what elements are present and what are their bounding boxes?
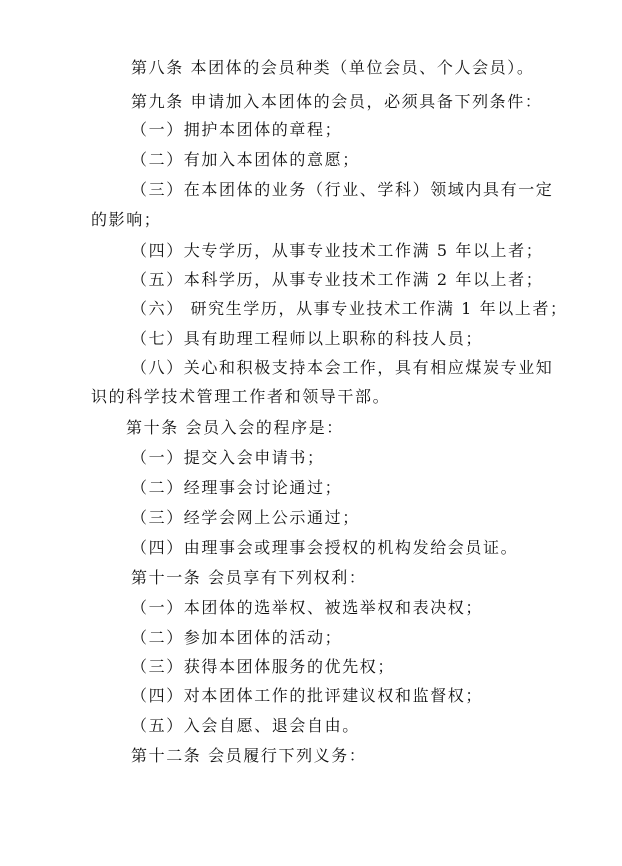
article-10-item-1: （一）提交入会申请书；: [131, 448, 325, 467]
article-9-line: 第九条 申请加入本团体的会员，必须具备下列条件：: [131, 92, 543, 111]
article-9-item-8-cont: 识的科学技术管理工作者和领导干部。: [91, 387, 391, 406]
article-9-item-2: （二）有加入本团体的意愿；: [131, 150, 360, 169]
article-9-item-7: （七）具有助理工程师以上职称的科技人员；: [131, 329, 484, 348]
article-11-item-4: （四）对本团体工作的批评建议权和监督权；: [131, 686, 484, 705]
article-8-line: 第八条 本团体的会员种类（单位会员、个人会员）。: [131, 58, 535, 77]
article-9-item-6: （六） 研究生学历，从事专业技术工作满 1 年以上者；: [131, 299, 568, 318]
article-11-item-2: （二）参加本团体的活动；: [131, 628, 343, 647]
article-12-line: 第十二条 会员履行下列义务：: [131, 746, 367, 765]
article-11-item-5: （五）入会自愿、退会自由。: [131, 716, 360, 735]
article-10-item-3: （三）经学会网上公示通过；: [131, 508, 360, 527]
article-11-line: 第十一条 会员享有下列权利：: [131, 568, 367, 587]
article-9-item-5: （五）本科学历，从事专业技术工作满 2 年以上者；: [131, 270, 544, 289]
article-10-item-2: （二）经理事会讨论通过；: [131, 478, 343, 497]
article-10-line: 第十条 会员入会的程序是：: [126, 418, 344, 437]
article-9-item-4: （四）大专学历，从事专业技术工作满 5 年以上者；: [131, 241, 544, 260]
article-10-item-4: （四）由理事会或理事会授权的机构发给会员证。: [131, 538, 519, 557]
article-9-item-8: （八）关心和积极支持本会工作，具有相应煤炭专业知: [131, 358, 554, 377]
article-9-item-3-cont: 的影响；: [91, 210, 162, 229]
article-11-item-1: （一）本团体的选举权、被选举权和表决权；: [131, 598, 484, 617]
article-9-item-3: （三）在本团体的业务（行业、学科）领域内具有一定: [131, 180, 554, 199]
article-11-item-3: （三）获得本团体服务的优先权；: [131, 657, 396, 676]
article-9-item-1: （一）拥护本团体的章程；: [131, 120, 343, 139]
